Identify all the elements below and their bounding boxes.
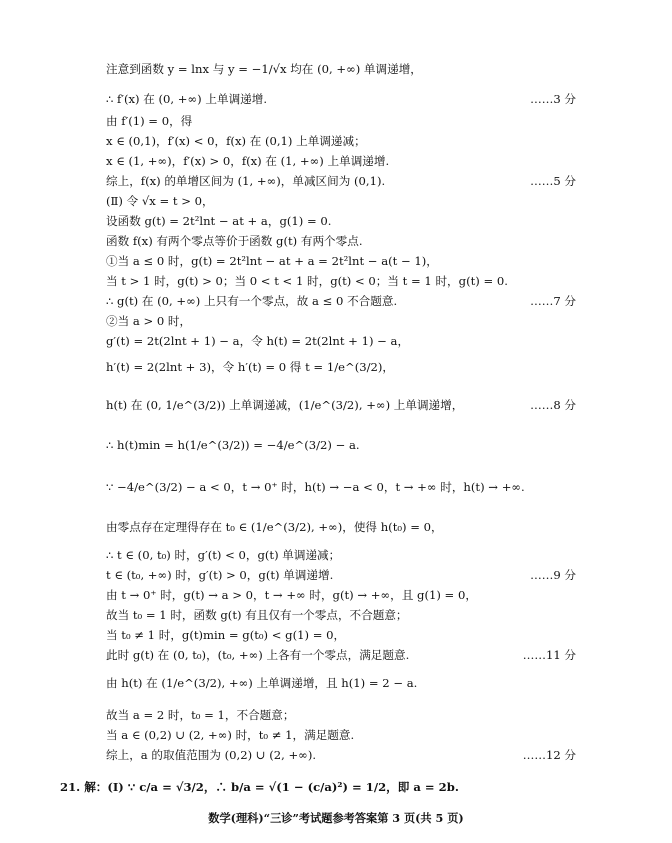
line-23: 故当 t₀ = 1 时，函数 g(t) 有且仅有一个零点，不合题意；	[106, 608, 408, 622]
line-15: h′(t) = 2(2lnt + 3)，令 h′(t) = 0 得 t = 1/e^(3/2)，	[106, 360, 394, 374]
line-09: 函数 f(x) 有两个零点等价于函数 g(t) 有两个零点.	[106, 234, 363, 248]
line-25: 此时 g(t) 在 (0, t₀)，(t₀, +∞) 上各有一个零点，满足题意. ……11 分	[106, 648, 576, 662]
line-04: x ∈ (0,1)，f′(x) < 0，f(x) 在 (0,1) 上单调递减；	[106, 134, 366, 148]
line-18: ∵ −4/e^(3/2) − a < 0，t → 0⁺ 时，h(t) → −a < 0，t → +∞ 时，h(t) → +∞.	[106, 480, 525, 494]
line-02: ∴ f′(x) 在 (0, +∞) 上单调递增. ……3 分	[106, 92, 576, 106]
page-footer: 数学(理科)“三诊”考试题参考答案第 3 页(共 5 页)	[208, 811, 464, 825]
line-06: 综上，f(x) 的单增区间为 (1, +∞)，单减区间为 (0,1). ……5 分	[106, 174, 576, 188]
line-14: g′(t) = 2t(2lnt + 1) − a，令 h(t) = 2t(2lnt + 1) − a，	[106, 334, 410, 348]
line-05: x ∈ (1, +∞)，f′(x) > 0，f(x) 在 (1, +∞) 上单调递增.	[106, 154, 390, 168]
line-26: 由 h(t) 在 (1/e^(3/2), +∞) 上单调递增，且 h(1) = 2 − a.	[106, 676, 418, 690]
line-21: t ∈ (t₀, +∞) 时，g′(t) > 0，g(t) 单调递增. ……9 分	[106, 568, 576, 582]
line-24: 当 t₀ ≠ 1 时，g(t)min = g(t₀) < g(1) = 0，	[106, 628, 346, 642]
line-27: 故当 a = 2 时，t₀ = 1，不合题意；	[106, 708, 295, 722]
line-01: 注意到函数 y = lnx 与 y = −1/√x 均在 (0, +∞) 单调递增，	[106, 62, 422, 76]
line-13: ②当 a > 0 时，	[106, 314, 192, 328]
line-17: ∴ h(t)min = h(1/e^(3/2)) = −4/e^(3/2) − a.	[106, 438, 360, 452]
line-12: ∴ g(t) 在 (0, +∞) 上只有一个零点，故 a ≤ 0 不合题意. ……7 分	[106, 294, 576, 308]
line-03: 由 f′(1) = 0，得	[106, 114, 193, 128]
line-29: 综上，a 的取值范围为 (0,2) ∪ (2, +∞). ……12 分	[106, 748, 576, 762]
line-22: 由 t → 0⁺ 时，g(t) → a > 0，t → +∞ 时，g(t) → +∞，且 g(1) = 0，	[106, 588, 477, 602]
line-20: ∴ t ∈ (0, t₀) 时，g′(t) < 0，g(t) 单调递减；	[106, 548, 341, 562]
line-11: 当 t > 1 时，g(t) > 0；当 0 < t < 1 时，g(t) < 0；当 t = 1 时，g(t) = 0.	[106, 274, 508, 288]
line-08: 设函数 g(t) = 2t²lnt − at + a，g(1) = 0.	[106, 214, 332, 228]
line-07: (Ⅱ) 令 √x = t > 0，	[106, 194, 214, 208]
line-16: h(t) 在 (0, 1/e^(3/2)) 上单调递减，(1/e^(3/2), +∞) 上单调递增， ……8 分	[106, 398, 576, 412]
line-30-problem-21: 21. 解：(Ⅰ) ∵ c/a = √3/2，∴ b/a = √(1 − (c/a)²) = 1/2，即 a = 2b.	[60, 780, 459, 794]
line-10: ①当 a ≤ 0 时，g(t) = 2t²lnt − at + a = 2t²lnt − a(t − 1)，	[106, 254, 438, 268]
line-28: 当 a ∈ (0,2) ∪ (2, +∞) 时，t₀ ≠ 1，满足题意.	[106, 728, 355, 742]
line-19: 由零点存在定理得存在 t₀ ∈ (1/e^(3/2), +∞)，使得 h(t₀) = 0，	[106, 520, 443, 534]
